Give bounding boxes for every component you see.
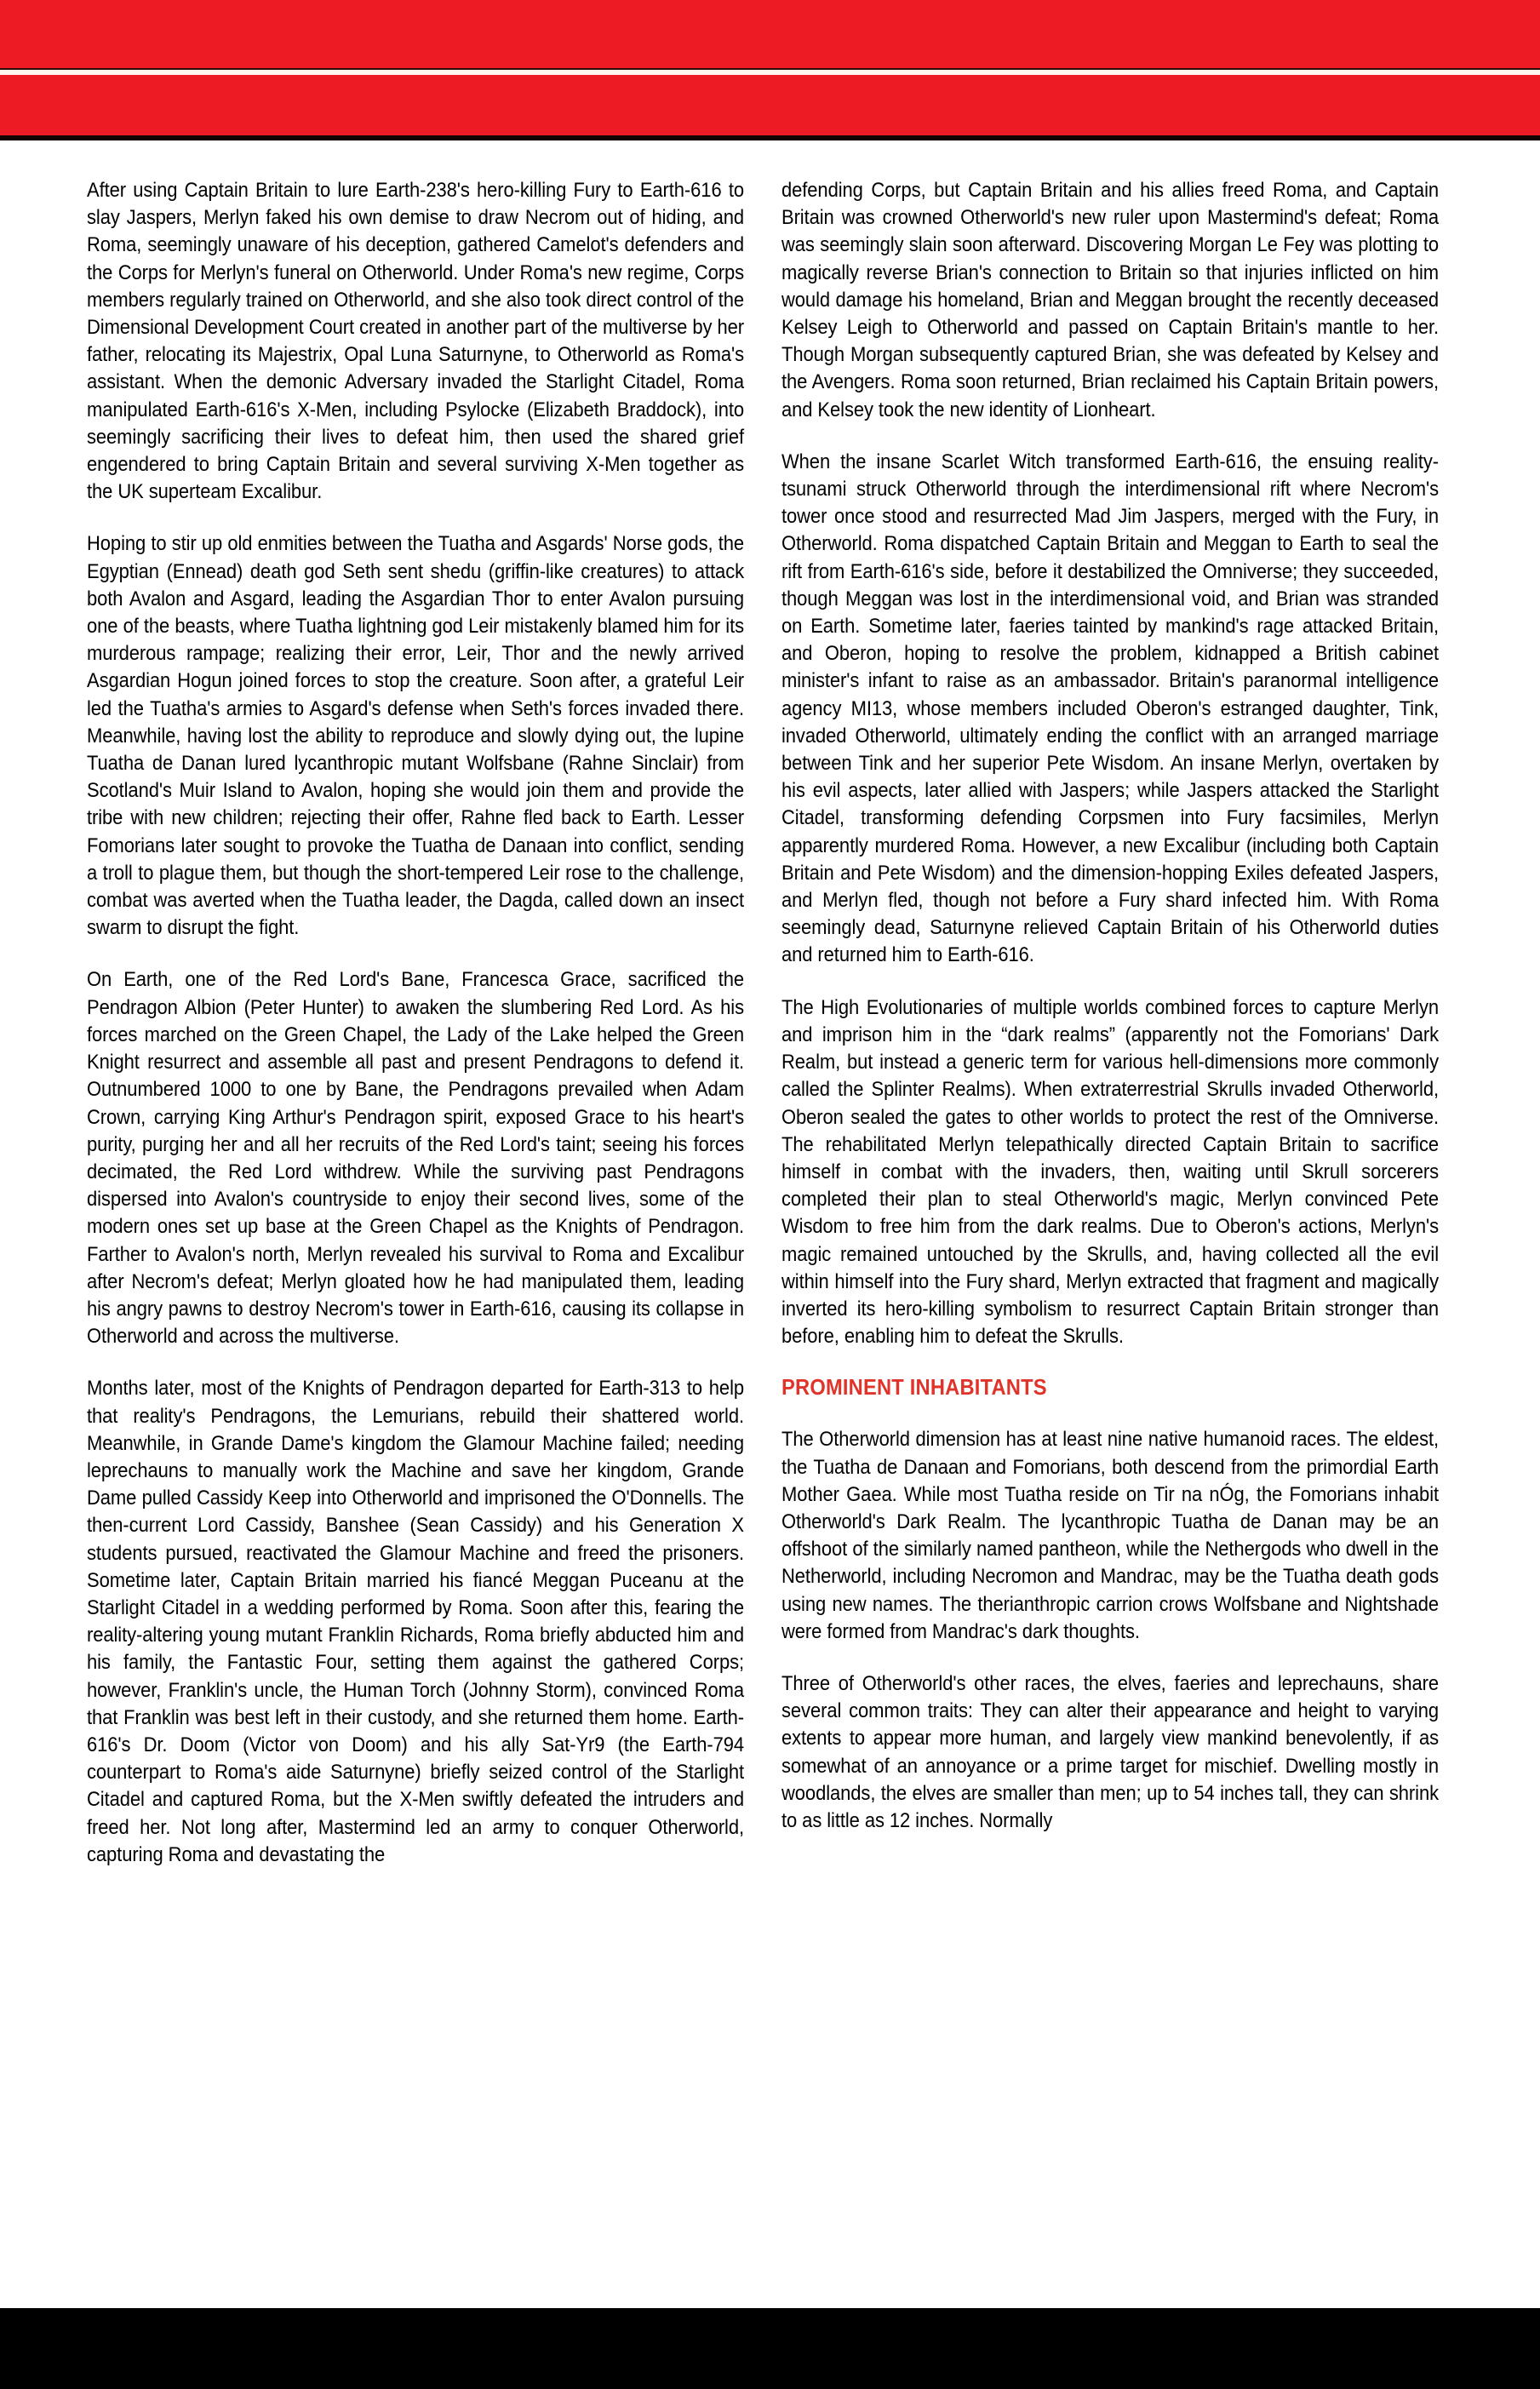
- top-red-band: [0, 0, 1540, 140]
- left-text-column: [87, 177, 744, 1869]
- paragraph: Three of Otherworld's other races, the elves, faeries and leprechauns, share several common traits: They can alter their appearance and height to varying extents to appear more human, and largely view mankind benevolently, if as somewhat of an annoyance or a prime target for mischief. Dwelling mostly in woodlands, the elves are smaller than men; up to 54 inches tall, they can shrink to as little as 12 inches. Normally: [781, 1671, 1440, 1832]
- bottom-black-band: [0, 2308, 1540, 2389]
- paragraph: Months later, most of the Knights of Pendragon departed for Earth-313 to help that reality's Pendragons, the Lemurians, rebuild their shattered world. Meanwhile, in Grande Dame's kingdom the Glamour Machine failed; needing leprechauns to manually work the Machine and save her kingdom, Grande Dame pulled Cassidy Keep into Otherworld and imprisoned the O'Donnells. The then-current Lord Cassidy, Banshee (Sean Cassidy) and his Generation X students pursued, reactivated the Glamour Machine and freed the prisoners. Sometime later, Captain Britain married his fiancé Meggan Puceanu at the Starlight Citadel in a wedding performed by Roma. Soon after this, fearing the reality-altering young mutant Franklin Richards, Roma briefly abducted him and his family, the Fantastic Four, setting them against the gathered Corps; however, Franklin's uncle, the Human Torch (Johnny Storm), convinced Roma that Franklin was best left in their custody, and she returned them home. Earth-616's Dr. Doom (Victor von Doom) and his ally Sat-Yr9 (the Earth-794 counterpart to Roma's aide Saturnyne) briefly seized control of the Starlight Citadel and captured Roma, but the X-Men swiftly defeated the intruders and freed her. Not long after, Mastermind led an army to conquer Otherworld, capturing Roma and devastating the: [87, 1377, 745, 1866]
- paragraph: The Otherworld dimension has at least nine native humanoid races. The eldest, the Tuatha de Danaan and Fomorians, both descend from the primordial Earth Mother Gaea. While most Tuatha reside on Tir na nÓg, the Fomorians inhabit Otherworld's Dark Realm. The lycanthropic Tuatha de Danan may be an offshoot of the similarly named pantheon, while the Nethergods who dwell in the Netherworld, including Necromon and Mandrac, may be the Tuatha death gods using new names. The therianthropic carrion crows Wolfsbane and Nightshade were formed from Mandrac's dark thoughts.: [781, 1428, 1440, 1643]
- two-column-layout: [87, 177, 1445, 1869]
- paragraph: Hoping to stir up old enmities between the Tuatha and Asgards' Norse gods, the Egyptian (Ennead) death god Seth sent shedu (griffin-like creatures) to attack both Avalon and Asgard, leading the Asgardian Thor to enter Avalon pursuing one of the beasts, where Tuatha lightning god Leir mistakenly blamed him for its murderous rampage; realizing their error, Leir, Thor and the newly arrived Asgardian Hogun joined forces to stop the creature. Soon after, a grateful Leir led the Tuatha's armies to Asgard's defense when Seth's forces invaded there. Meanwhile, having lost the ability to reproduce and slowly dying out, the lupine Tuatha de Danan lured lycanthropic mutant Wolfsbane (Rahne Sinclair) from Scotland's Muir Island to Avalon, hoping she would join them and provide the tribe with new children; rejecting their offer, Rahne fled back to Earth. Lesser Fomorians later sought to provoke the Tuatha de Danaan into conflict, sending a troll to plague them, but though the short-tempered Leir rose to the challenge, combat was averted when the Tuatha leader, the Dagda, called down an insect swarm to disrupt the fight.: [87, 532, 745, 940]
- paragraph: After using Captain Britain to lure Earth-238's hero-killing Fury to Earth-616 to slay Jaspers, Merlyn faked his own demise to draw Necrom out of hiding, and Roma, seemingly unaware of his deception, gathered Camelot's defenders and the Corps for Merlyn's funeral on Otherworld. Under Roma's new regime, Corps members regularly trained on Otherworld, and she also took direct control of the Dimensional Development Court created in another part of the multiverse by her father, relocating its Majestrix, Opal Luna Saturnyne, to Otherworld as Roma's assistant. When the demonic Adversary invaded the Starlight Citadel, Roma manipulated Earth-616's X-Men, including Psylocke (Elizabeth Braddock), into seemingly sacrificing their lives to defeat him, then used the shared grief engendered to bring Captain Britain and several surviving X-Men together as the UK superteam Excalibur.: [87, 179, 745, 504]
- page-content: [0, 140, 1540, 2308]
- paragraph: defending Corps, but Captain Britain and his allies freed Roma, and Captain Britain was crowned Otherworld's new ruler upon Mastermind's defeat; Roma was seemingly slain soon afterward. Discovering Morgan Le Fey was plotting to magically reverse Brian's connection to Britain so that injuries inflicted on him would damage his homeland, Brian and Meggan brought the recently deceased Kelsey Leigh to Otherworld and passed on Captain Britain's mantle to her. Though Morgan subsequently captured Brian, she was defeated by Kelsey and the Avengers. Roma soon returned, Brian reclaimed his Captain Britain powers, and Kelsey took the new identity of Lionheart.: [781, 179, 1440, 421]
- top-band-rule: [0, 70, 1540, 75]
- paragraph: On Earth, one of the Red Lord's Bane, Francesca Grace, sacrificed the Pendragon Albion (Peter Hunter) to awaken the slumbering Red Lord. As his forces marched on the Green Chapel, the Lady of the Lake helped the Green Knight resurrect and assemble all past and present Pendragons to defend it. Outnumbered 1000 to one by Bane, the Pendragons prevailed when Adam Crown, carrying King Arthur's Pendragon spirit, exposed Grace to his heart's purity, purging her and all her recruits of the Red Lord's taint; seeing his forces decimated, the Red Lord withdrew. While the surviving past Pendragons dispersed into Avalon's countryside to enjoy their second lives, some of the modern ones set up base at the Green Chapel as the Knights of Pendragon. Farther to Avalon's north, Merlyn revealed his survival to Roma and Excalibur after Necrom's defeat; Merlyn gloated how he had manipulated them, leading his angry pawns to destroy Necrom's tower in Earth-616, causing its collapse in Otherworld and across the multiverse.: [87, 968, 745, 1349]
- paragraph: When the insane Scarlet Witch transformed Earth-616, the ensuing reality-tsunami struck Otherworld through the interdimensional rift where Necrom's tower once stood and resurrected Mad Jim Jaspers, merged with the Fury, in Otherworld. Roma dispatched Captain Britain and Meggan to Earth to seal the rift from Earth-616's side, before it destabilized the Omniverse; they succeeded, though Meggan was lost in the interdimensional void, and Brian was stranded on Earth. Sometime later, faeries tainted by mankind's rage attacked Britain, and Oberon, hoping to resolve the problem, kidnapped a British cabinet minister's infant to raise as an ambassador. Britain's paranormal intelligence agency MI13, whose members included Oberon's estranged daughter, Tink, invaded Otherworld, ultimately ending the conflict with an arranged marriage between Tink and her superior Pete Wisdom. An insane Merlyn, overtaken by his evil aspects, later allied with Jaspers; while Jaspers attacked the Starlight Citadel, transforming defending Corpsmen into Fury facsimiles, Merlyn apparently murdered Roma. However, a new Excalibur (including both Captain Britain and Pete Wisdom) and the dimension-hopping Exiles defeated Jaspers, and Merlyn fled, though not before a Fury shard infected him. With Roma seemingly dead, Saturnyne relieved Captain Britain of his Otherworld duties and returned him to Earth-616.: [781, 450, 1440, 967]
- section-heading-prominent-inhabitants: PROMINENT INHABITANTS: [781, 1376, 1047, 1401]
- paragraph: The High Evolutionaries of multiple worlds combined forces to capture Merlyn and imprison him in the “dark realms” (apparently not the Fomorians' Dark Realm, but instead a generic term for various hell-dimensions more commonly called the Splinter Realms). When extraterrestrial Skrulls invaded Otherworld, Oberon sealed the gates to other worlds to protect the rest of the Omniverse. The rehabilitated Merlyn telepathically directed Captain Britain to sacrifice himself in combat with the invaders, then, waiting until Skrull sorcerers completed their plan to steal Otherworld's magic, Merlyn convinced Pete Wisdom to free him from the dark realms. Due to Oberon's actions, Merlyn's magic remained untouched by the Skrulls, and, having collected all the evil within himself into the Fury shard, Merlyn extracted that fragment and magically inverted its hero-killing symbolism to resurrect Captain Britain stronger than before, enabling him to defeat the Skrulls.: [781, 995, 1440, 1349]
- right-text-column: [781, 177, 1439, 1835]
